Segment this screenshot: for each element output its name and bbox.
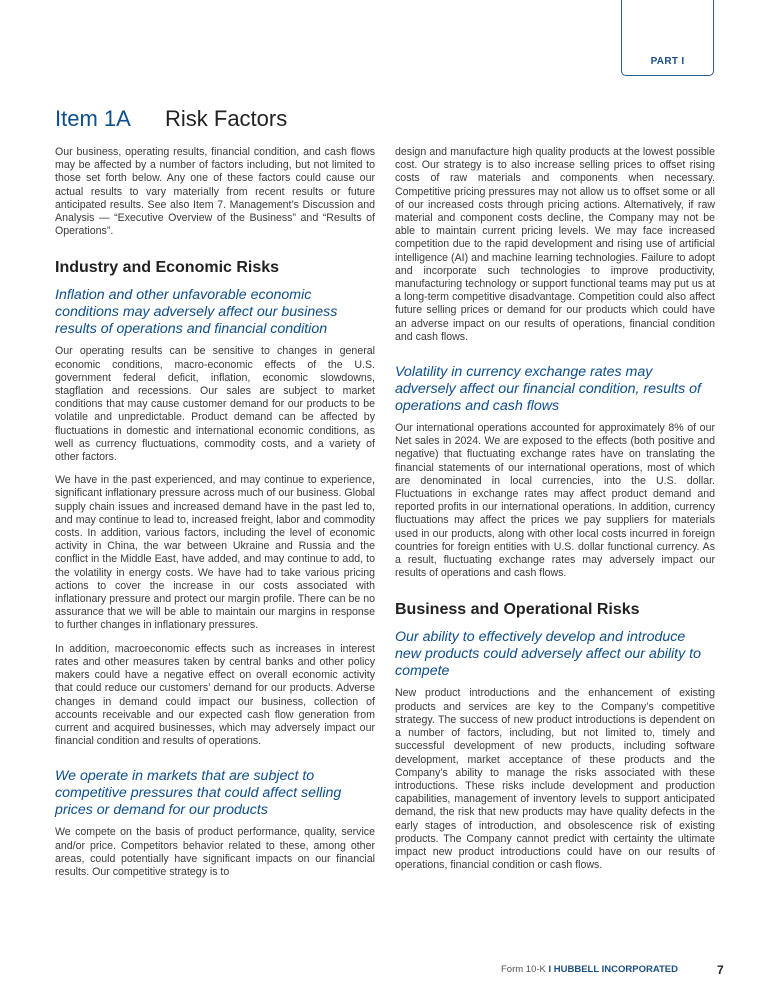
risk-paragraph: Our international operations accounted for approximately 8% of our Net sales in 2024. We are exposed to the effects (both positive and negative) that fluctuating exchange rates have on translating the financial statements of our international operations, most of which are denominated in local currencies, into the U.S. dollar. Fluctuations in exchange rates may affect product demand and reported profits in our international operations. In addition, currency fluctuations may affect the prices we pay suppliers for materials used in our products, along with other local costs incurred in foreign countries for foreign entities with U.S. dollar functional currency. As a result, fluctuating exchange rates may adversely impact our results of operations and cash flows. [395,422,715,580]
risk-paragraph: We compete on the basis of product performance, quality, service and/or price. Competitors behavior related to these, among other areas, could potentially have significant impacts on our financial results. Our competitive strategy is to [55,826,375,878]
section-heading-business-operational: Business and Operational Risks [395,601,640,619]
page-title [55,106,287,132]
risk-heading-competitive-pressures: We operate in markets that are subject to competitive pressures that could affect selling prices or demand for our products [55,768,342,819]
footer-company: HUBBELL INCORPORATED [553,964,678,975]
page-number: 7 [717,963,724,977]
risk-paragraph: New product introductions and the enhancement of existing products and services are key to the Company’s competitive strategy. The success of new product introductions is dependent on a number of factors, including, but not limited to, timely and successful development of new products, including software development, market acceptance of these products and the Company’s ability to manage the risks associated with these introductions. These risks include development and production capabilities, management of inventory levels to support anticipated demand, the risk that new products may have quality defects in the early stages of introduction, and obsolescence risk of existing products. The Company cannot predict with certainty the ultimate impact new product introductions could have on our results of operations, financial condition or cash flows. [395,687,715,872]
right-column [395,146,715,882]
left-column [55,146,375,889]
item-title: Risk Factors [165,106,288,131]
risk-paragraph-continued: design and manufacture high quality products at the lowest possible cost. Our strategy is to also increase selling prices to offset rising costs of raw materials and components when necessary. Competitive pricing pressures may not allow us to offset some or all of our increased costs through pricing actions. Alternatively, if raw material and component costs decline, the Company may not be able to maintain current pricing levels. We may face increased competition due to the rapid development and rising use of artificial intelligence (AI) and machine learning technologies. Failure to adopt and incorporate such technologies to improve productivity, manufacturing technology or support functional teams may put us at a long-term competitive disadvantage. Competition could also affect future selling prices or demand for our products which could have an adverse impact on our results of operations, financial condition and cash flows. [395,146,715,343]
risk-paragraph: We have in the past experienced, and may continue to experience, significant inflationary pressure across much of our business. Global supply chain issues and increased demand have in the past led to, and may continue to lead to, increased freight, labor and commodity costs. In addition, various factors, including the level of economic activity in China, the war between Ukraine and Russia and the conflict in the Middle East, have added, and may continue to add, to the volatility in energy costs. We have had to take various pricing actions to cover the increase in our costs associated with inflationary pressure and protect our margin profile. There can be no assurance that we will be able to maintain our margins in response to further changes in inflationary pressures. [55,474,375,632]
section-heading-industry-economic: Industry and Economic Risks [55,259,280,277]
footer-separator: I [548,964,552,975]
risk-heading-inflation: Inflation and other unfavorable economic conditions may adversely affect our business results of operations and financial condition [55,287,338,338]
part-tab [621,0,714,76]
risk-heading-new-products: Our ability to effectively develop and introduce new products could adversely affect our ability to compete [395,629,701,680]
item-number: Item 1A [55,106,131,131]
part-label: PART I [650,56,685,67]
footer-form-label: Form 10-K I HUBBELL INCORPORATED [500,964,678,975]
intro-paragraph: Our business, operating results, financial condition, and cash flows may be affected by a number of factors including, but not limited to those set forth below. Any one of these factors could cause our actual results to vary materially from recent results or future anticipated results. See also Item 7. Management’s Discussion and Analysis — “Executive Overview of the Business” and “Results of Operations”. [55,146,375,238]
risk-heading-currency-exchange: Volatility in currency exchange rates may adversely affect our financial condition, results of operations and cash flows [395,364,701,415]
risk-paragraph: Our operating results can be sensitive to changes in general economic conditions, macro-economic effects of the U.S. government federal deficit, inflation, economic slowdowns, stagflation and recessions. Our sales are subject to market conditions that may cause customer demand for our products to be volatile and unpredictable. Product demand can be affected by fluctuations in domestic and international economic conditions, as well as currency fluctuations, commodity costs, and a variety of other factors. [55,345,375,464]
page-footer [0,964,768,980]
risk-paragraph: In addition, macroeconomic effects such as increases in interest rates and other measures taken by central banks and other policy makers could have a negative effect on overall economic activity that could reduce our customers’ demand for our products. Adverse changes in demand could impact our business, collection of accounts receivable and our expected cash flow generation from current and acquired businesses, which may adversely impact our financial condition and results of operations. [55,642,375,748]
